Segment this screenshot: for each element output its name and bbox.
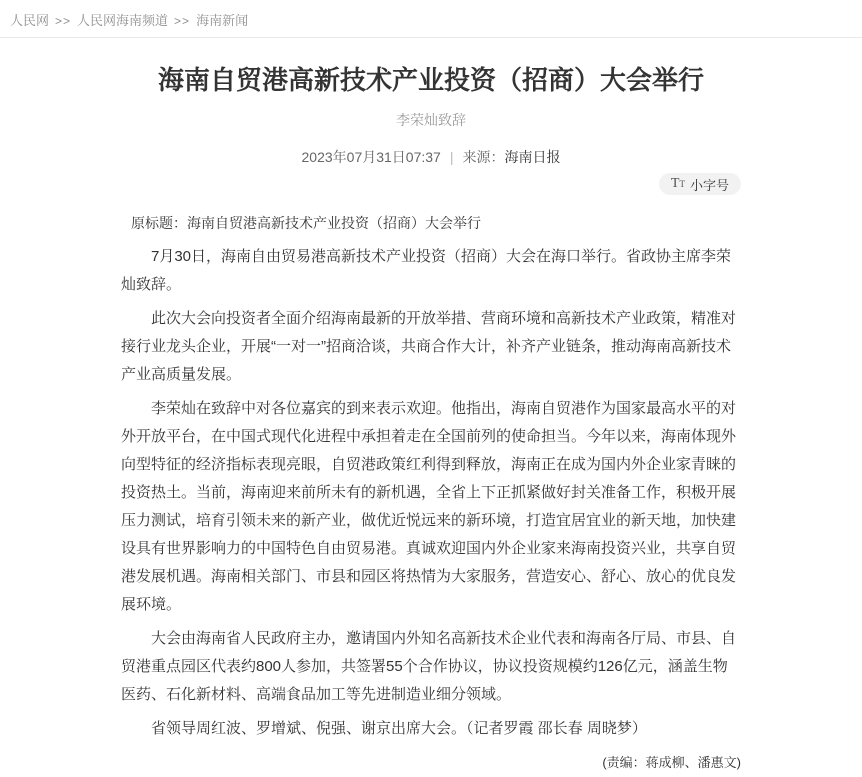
article-toolbar	[121, 173, 741, 195]
breadcrumb	[0, 0, 862, 37]
article-title: 海南自贸港高新技术产业投资（招商）大会举行	[157, 65, 704, 95]
editor-note: (责编：蒋成柳、潘惠文)	[602, 755, 741, 770]
paragraph: 李荣灿在致辞中对各位嘉宾的到来表示欢迎。他指出，海南自贸港作为国家最高水平的对外开放平台，在中国式现代化进程中承担着走在全国前列的使命担当。今年以来，海南体现外向型特征的经济指标表现亮眼，自贸港政策红利得到释放，海南正在成为国内外企业家青睐的投资热土。当前，海南迎来前所未有的新机遇，全省上下正抓紧做好封关准备工作，积极开展压力测试，培育引领未来的新产业，做优近悦远来的新环境，打造宜居宜业的新天地，加快建设具有世界影响力的中国特色自由贸易港。真诚欢迎国内外企业家来海南投资兴业，共享自贸港发展机遇。海南相关部门、市县和园区将热情为大家服务，营造安心、舒心、放心的优良发展环境。	[121, 400, 737, 613]
article-meta	[121, 147, 741, 167]
font-size-button-label: 小字号	[689, 177, 729, 193]
paragraph: 7月30日，海南自由贸易港高新技术产业投资（招商）大会在海口举行。省政协主席李荣灿致辞。	[121, 248, 732, 293]
paragraph: 省领导周红波、罗增斌、倪强、谢京出席大会。（记者罗霞 邵长春 周晓梦）	[151, 720, 647, 737]
article-body	[121, 209, 741, 777]
meta-divider: |	[449, 149, 454, 165]
font-size-icon: T T	[670, 176, 685, 191]
paragraph: 大会由海南省人民政府主办，邀请国内外知名高新技术企业代表和海南各厅局、市县、自贸港重点园区代表约800人参加，共签署55个合作协议，协议投资规模约126亿元，涵盖生物医药、石化新材料、高端食品加工等先进制造业细分领域。	[121, 630, 737, 703]
source-label: 来源：	[462, 149, 505, 165]
font-size-button[interactable]	[659, 173, 741, 195]
source-link[interactable]: 海南日报	[504, 149, 561, 165]
article	[121, 64, 741, 777]
breadcrumb-item-home[interactable]: 人民网	[10, 13, 50, 28]
article-subtitle: 李荣灿致辞	[396, 112, 466, 128]
breadcrumb-separator: >>	[55, 14, 72, 28]
publish-date: 2023年07月31日07:37	[301, 149, 441, 165]
breadcrumb-item-hainan-news[interactable]: 海南新闻	[196, 13, 249, 28]
paragraph: 此次大会向投资者全面介绍海南最新的开放举措、营商环境和高新技术产业政策，精准对接行业龙头企业，开展“一对一”招商洽谈，共商合作大计，补齐产业链条，推动海南高新技术产业高质量发展。	[121, 310, 737, 383]
original-title: 原标题：海南自贸港高新技术产业投资（招商）大会举行	[131, 215, 481, 231]
breadcrumb-separator: >>	[174, 14, 191, 28]
breadcrumb-item-hainan-channel[interactable]: 人民网海南频道	[77, 13, 169, 28]
header-divider	[0, 37, 862, 38]
